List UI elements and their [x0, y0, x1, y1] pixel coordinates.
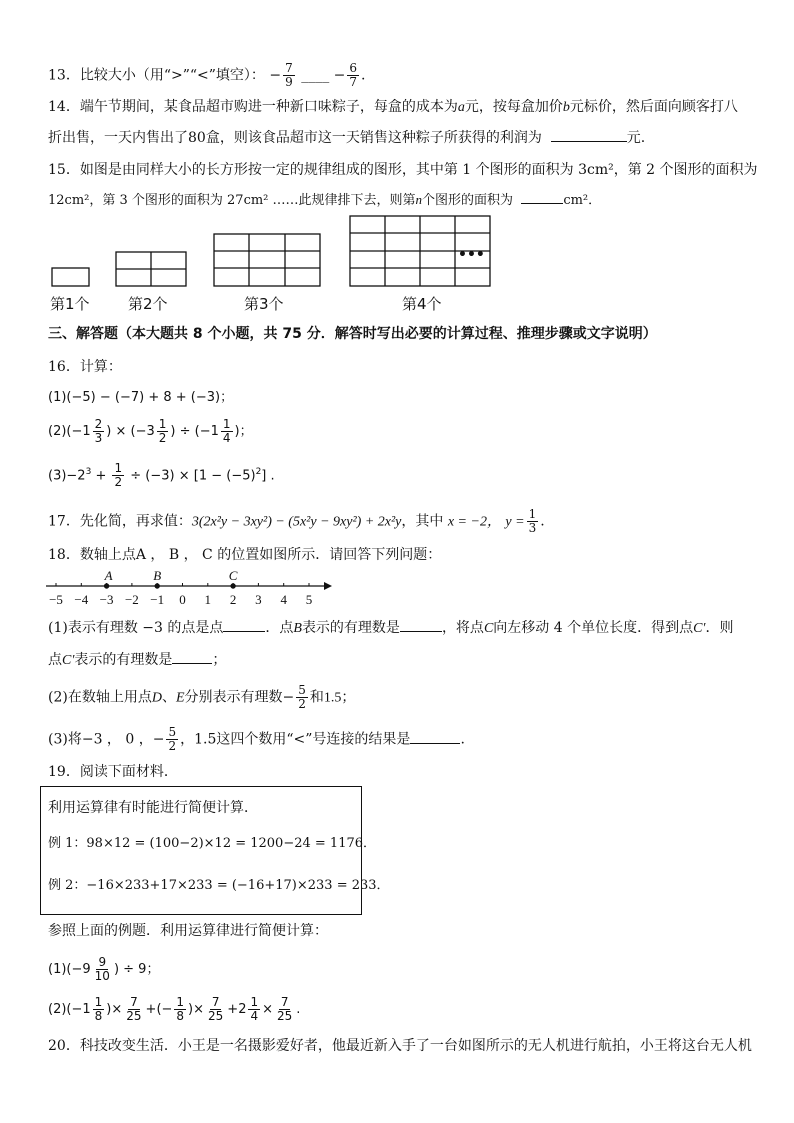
question-20: 20．科技改变生活．小王是一名摄影爱好者，他最近新入手了一台如图所示的无人机进行航拍，小王将这台无人机 — [48, 1038, 752, 1054]
question-14-line2: 折出售，一天内售出了80盒，则该食品超市这一天销售这种粽子所获得的利润为 元. — [48, 130, 646, 146]
answer-blank — [551, 140, 627, 142]
caption-3: 第3个 — [244, 295, 284, 313]
q18-part1-line1: (1)表示有理数 −3 的点是点 ．点B表示的有理数是 ，将点C向左移动 4 个单位长度．得到点C′．则 — [48, 620, 734, 636]
caption-4: 第4个 — [402, 295, 442, 313]
point-label: C — [228, 568, 238, 583]
box-line-2: 例 1：98×12 = (100−2)×12 = 1200−24 = 1176． — [48, 836, 377, 851]
tick-label: −3 — [99, 592, 114, 607]
number-line — [40, 566, 340, 608]
rectangle-pattern-figure — [40, 212, 530, 292]
figure-3 — [214, 234, 320, 286]
arrow-icon — [324, 582, 332, 590]
q19-part2: (2)(−1 $\frac{1}{8}$ )× $\frac{7}{25}$ +(− $\frac{1}{8}$ )× $\frac{7}{25}$ +2 $\frac{1}{4}$ × $\frac{7}{25}$ . — [48, 995, 301, 1023]
point-C — [231, 584, 235, 588]
tick-label: 3 — [255, 592, 262, 607]
tick-label: −1 — [150, 592, 165, 607]
q19-part1: (1)(−9 $\frac{9}{10}$ ) ÷ 9； — [48, 955, 160, 983]
point-label: A — [104, 568, 113, 583]
caption-1: 第1个 — [50, 295, 90, 313]
point-label: B — [153, 568, 162, 583]
tick-label: −4 — [74, 592, 89, 607]
question-18: 18．数轴上点A ， B ， C 的位置如图所示．请回答下列问题： — [48, 547, 442, 563]
answer-blank — [521, 202, 563, 204]
q18-part3: (3)将−3 ， 0 ，− $\frac{5}{2}$ ，1.5这四个数用“<”号连接的结果是 . — [48, 725, 465, 753]
fraction: $\frac{7}{9}$ — [285, 61, 293, 89]
q18-part2: (2)在数轴上用点D、E分别表示有理数− $\frac{5}{2}$ 和1.5； — [48, 683, 356, 711]
question-14-line1: 14．端午节期间，某食品超市购进一种新口味粽子，每盒的成本为a元，按每盒加价b元标价，然后面向顾客打八 — [48, 99, 738, 115]
q16-part3: $(3)-2^3$ + $\frac{1}{2}$ ÷ $(-3) \times [1 - (-5)^2]$ . — [48, 461, 275, 490]
tick-label: 1 — [204, 592, 212, 607]
question-13: 13．比较大小（用“>”“<”填空）： − $\frac{7}{9}$ ____ − $\frac{6}{7}$ . — [48, 61, 366, 89]
figure-1 — [52, 268, 89, 286]
point-A — [104, 584, 108, 588]
fraction: $\frac{6}{7}$ — [349, 61, 358, 89]
ellipsis: ••• — [458, 247, 485, 263]
question-15-line1: 15．如图是由同样大小的长方形按一定的规律组成的图形，其中第 1 个图形的面积为 3cm²，第 2 个图形的面积为 — [48, 162, 758, 178]
q19-instruction: 参照上面的例题．利用运算律进行简便计算： — [48, 923, 328, 939]
q16-part2: (2)(−1 $\frac{2}{3}$ ) × (−3 $\frac{1}{2}$ ) ÷ (−1 $\frac{1}{4}$ )； — [48, 417, 253, 445]
q16-part1: (1)(−5) − (−7) + 8 + (−3)； — [48, 390, 234, 405]
figure-2 — [116, 252, 186, 286]
tick-label: −5 — [49, 592, 63, 607]
question-17: 17．先化简，再求值：3(2x²y − 3xy²) − (5x²y − 9xy²) + 2x²y，其中 x = −2， y = $\frac{1}{3}$ . — [48, 507, 545, 535]
tick-label: 5 — [305, 592, 313, 607]
tick-label: 2 — [229, 592, 237, 607]
point-B — [155, 584, 159, 588]
tick-label: 0 — [179, 592, 186, 607]
q18-part1-line2: 点C′表示的有理数是 ； — [48, 652, 227, 668]
question-16: 16．计算： — [48, 359, 122, 375]
box-line-3: 例 2：−16×233+17×233 = (−16+17)×233 = 233． — [48, 878, 390, 893]
caption-2: 第2个 — [128, 295, 168, 313]
section-heading: 三、解答题（本大题共 8 个小题，共 75 分．解答时写出必要的计算过程、推理步骤或文字说明） — [48, 326, 657, 342]
tick-label: 4 — [280, 592, 287, 607]
box-line-1: 利用运算律有时能进行简便计算． — [48, 800, 258, 816]
question-19: 19．阅读下面材料． — [48, 764, 178, 780]
tick-label: −2 — [124, 592, 139, 607]
answer-blank: ____ — [301, 67, 330, 84]
question-15-line2: 12cm²，第 3 个图形的面积为 27cm² ……此规律排下去，则第n个图形的面积为 cm²． — [48, 192, 602, 208]
